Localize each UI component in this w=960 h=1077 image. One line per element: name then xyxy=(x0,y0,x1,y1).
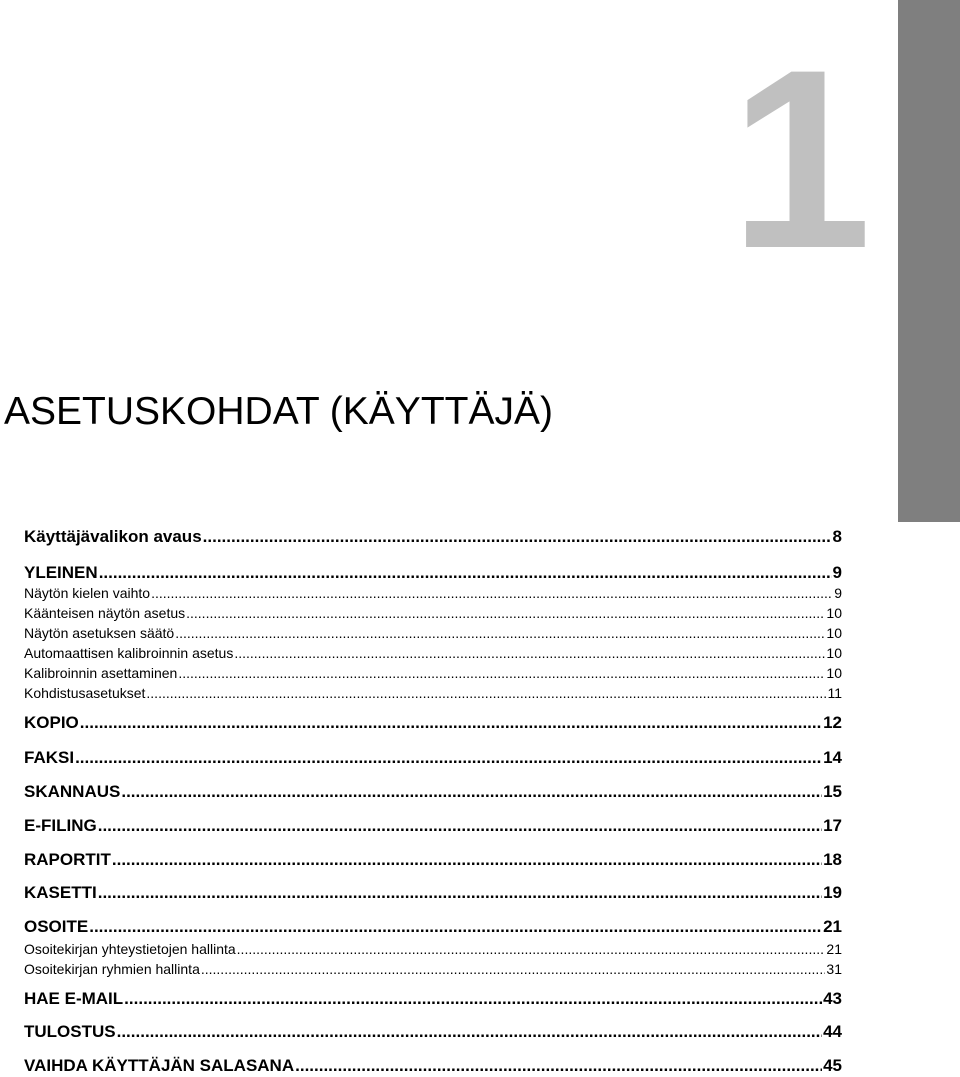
dot-leader xyxy=(99,562,832,584)
dot-leader xyxy=(186,604,825,622)
toc-entry-title: Käyttäjävalikon avaus xyxy=(24,527,202,546)
toc-entry-page-number: 21 xyxy=(826,941,842,957)
dot-leader xyxy=(201,960,826,978)
toc-entry[interactable] xyxy=(24,940,842,958)
toc-entry-title: YLEINEN xyxy=(24,563,98,582)
chapter-side-tab xyxy=(898,0,960,522)
toc-entry-page-number: 21 xyxy=(823,917,842,936)
toc-entry[interactable] xyxy=(24,960,842,978)
toc-entry[interactable] xyxy=(24,1021,842,1043)
toc-entry-title: SKANNAUS xyxy=(24,782,121,801)
toc-entry-title: Käänteisen näytön asetus xyxy=(24,605,186,621)
dot-leader xyxy=(80,712,822,734)
toc-entry-page-number: 44 xyxy=(823,1022,842,1041)
toc-entry[interactable] xyxy=(24,849,842,871)
toc-entry[interactable] xyxy=(24,747,842,769)
toc-entry-page-number: 19 xyxy=(823,883,842,902)
toc-entry-page-number: 15 xyxy=(823,782,842,801)
toc-entry-title: E-FILING xyxy=(24,816,97,835)
toc-entry-page-number: 9 xyxy=(832,563,842,582)
toc-entry[interactable] xyxy=(24,562,842,584)
toc-entry[interactable] xyxy=(24,815,842,837)
dot-leader xyxy=(178,664,825,682)
toc-entry-page-number: 11 xyxy=(827,685,842,701)
dot-leader xyxy=(75,747,822,769)
dot-leader xyxy=(89,916,822,938)
toc-entry[interactable] xyxy=(24,781,842,803)
toc-entry-page-number: 43 xyxy=(823,989,842,1008)
toc-entry-title: KASETTI xyxy=(24,883,97,902)
dot-leader xyxy=(237,940,826,958)
chapter-title: ASETUSKOHDAT (KÄYTTÄJÄ) xyxy=(4,390,553,433)
toc-entry[interactable] xyxy=(24,526,842,548)
toc-entry-page-number: 31 xyxy=(826,961,842,977)
toc-entry-title: Osoitekirjan ryhmien hallinta xyxy=(24,961,200,977)
toc-entry-title: RAPORTIT xyxy=(24,850,111,869)
toc-entry[interactable] xyxy=(24,882,842,904)
toc-entry-page-number: 10 xyxy=(826,625,842,641)
dot-leader xyxy=(295,1055,822,1077)
toc-entry-title: KOPIO xyxy=(24,713,79,732)
dot-leader xyxy=(98,815,822,837)
toc-entry[interactable] xyxy=(24,916,842,938)
toc-entry[interactable] xyxy=(24,1055,842,1077)
dot-leader xyxy=(151,584,833,602)
toc-entry[interactable] xyxy=(24,712,842,734)
toc-entry-page-number: 10 xyxy=(826,605,842,621)
toc-entry-title: OSOITE xyxy=(24,917,89,936)
dot-leader xyxy=(117,1021,822,1043)
toc-entry-page-number: 10 xyxy=(826,645,842,661)
toc-entry-page-number: 18 xyxy=(823,850,842,869)
toc-entry-page-number: 8 xyxy=(832,527,842,546)
dot-leader xyxy=(98,882,822,904)
toc-entry-title: HAE E-MAIL xyxy=(24,989,124,1008)
dot-leader xyxy=(203,526,832,548)
toc-entry[interactable] xyxy=(24,664,842,682)
dot-leader xyxy=(146,684,826,702)
toc-entry-page-number: 12 xyxy=(823,713,842,732)
toc-entry-page-number: 14 xyxy=(823,748,842,767)
toc-entry-title: FAKSI xyxy=(24,748,75,767)
toc-entry-title: Automaattisen kalibroinnin asetus xyxy=(24,645,234,661)
toc-entry-title: Osoitekirjan yhteystietojen hallinta xyxy=(24,941,236,957)
toc-entry-title: Näytön kielen vaihto xyxy=(24,585,151,601)
toc-entry[interactable] xyxy=(24,684,842,702)
dot-leader xyxy=(234,644,825,662)
toc-entry[interactable] xyxy=(24,624,842,642)
toc-entry-title: VAIHDA KÄYTTÄJÄN SALASANA xyxy=(24,1056,295,1075)
toc-entry[interactable] xyxy=(24,644,842,662)
toc-entry-title: Näytön asetuksen säätö xyxy=(24,625,175,641)
dot-leader xyxy=(112,849,822,871)
toc-entry-title: Kalibroinnin asettaminen xyxy=(24,665,178,681)
toc-entry-page-number: 10 xyxy=(826,665,842,681)
toc-entry[interactable] xyxy=(24,988,842,1010)
toc-entry[interactable] xyxy=(24,604,842,622)
toc-entry[interactable] xyxy=(24,584,842,602)
toc-entry-title: Kohdistusasetukset xyxy=(24,685,146,701)
toc-entry-page-number: 17 xyxy=(823,816,842,835)
toc-entry-title: TULOSTUS xyxy=(24,1022,116,1041)
dot-leader xyxy=(175,624,825,642)
dot-leader xyxy=(124,988,822,1010)
chapter-number: 1 xyxy=(730,17,872,302)
dot-leader xyxy=(121,781,822,803)
toc-entry-page-number: 9 xyxy=(834,585,842,601)
toc-entry-page-number: 45 xyxy=(823,1056,842,1075)
